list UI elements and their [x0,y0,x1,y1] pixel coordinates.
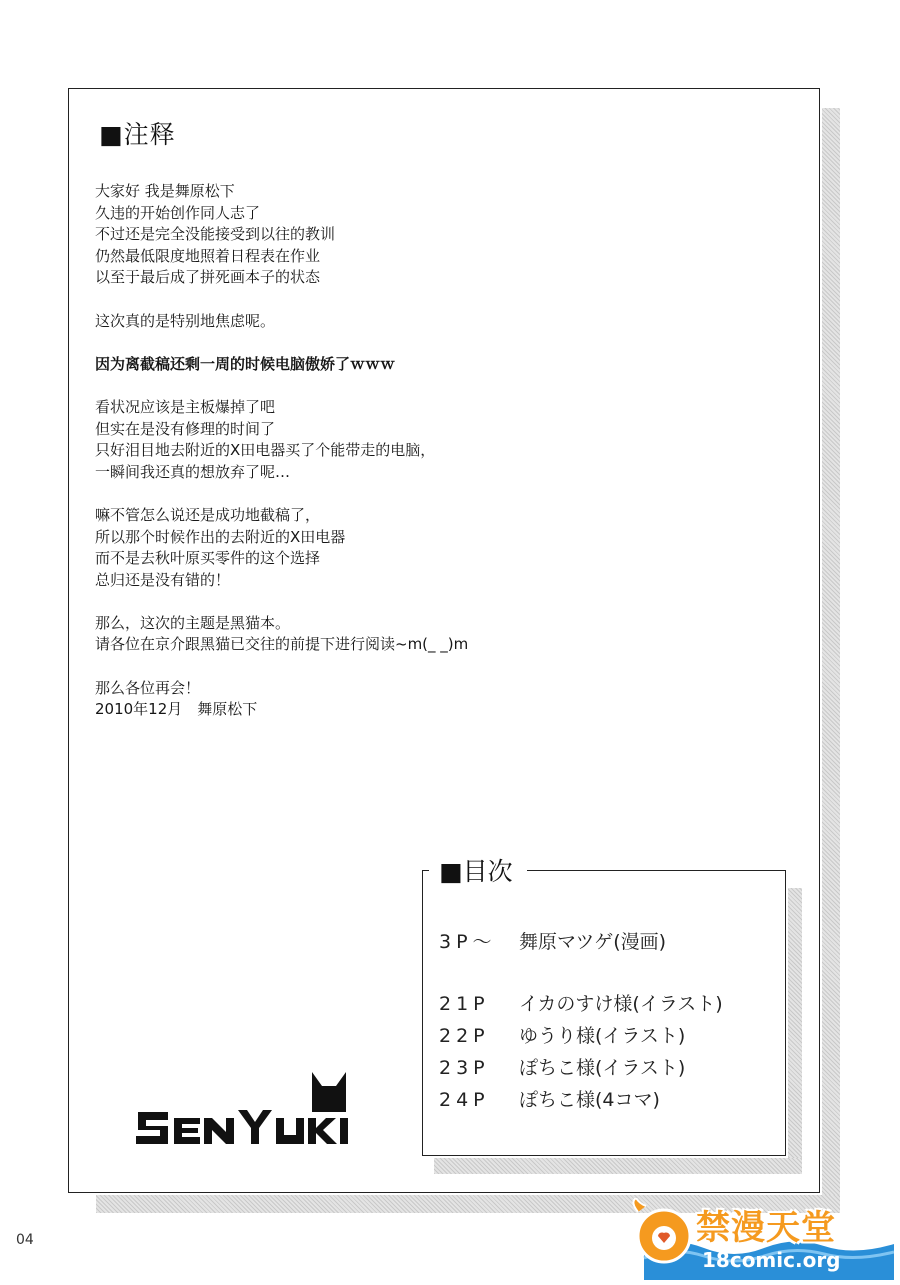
notes-line: 久违的开始创作同人志了 [95,203,261,222]
toc-heading: ■目次 [429,852,527,888]
notes-heading: ■注释 [99,120,176,149]
notes-paragraph [95,181,615,289]
notes-line: 一瞬间我还真的想放弃了呢… [95,462,291,481]
notes-paragraph [95,397,615,483]
notes-line: 而不是去秋叶原买零件的这个选择 [95,549,321,568]
watermark [604,1198,894,1280]
notes-line: 以至于最后成了拼死画本子的状态 [95,268,321,287]
notes-line: 那么各位再会！ [95,678,201,697]
notes-line: 不过还是完全没能接受到以往的教训 [95,225,336,244]
toc-frame-shadow [788,888,802,1174]
notes-line: 所以那个时候作出的去附近的X田电器 [95,527,346,546]
notes-paragraph [95,505,615,591]
notes-paragraph [95,354,615,376]
toc-entry-page: 23P [439,1057,490,1079]
toc-entry-page: 22P [439,1025,490,1047]
toc-frame [422,870,786,1156]
toc-entry [439,989,723,1016]
notes-line: 这次真的是特别地焦虑呢。 [95,311,276,330]
toc-entry-title: ぽちこ様(イラスト) [519,1057,686,1079]
notes-line: 总归还是没有错的！ [95,570,231,589]
notes-line: 嘛不管怎么说还是成功地截稿了， [95,505,321,524]
notes-line: 看状况应该是主板爆掉了吧 [95,397,276,416]
notes-line: 那么，这次的主题是黑猫本。 [95,613,291,632]
notes-line: 因为离截稿还剩一周的时候电脑傲娇了ｗｗｗ [95,354,396,373]
toc-entry-title: ゆうり様(イラスト) [519,1025,686,1047]
notes-paragraph [95,311,615,333]
notes-line: 仍然最低限度地照着日程表在作业 [95,246,321,265]
toc-entry-title: 舞原マツゲ(漫画) [519,931,667,953]
toc-entry [439,927,666,954]
toc-entry-title: ぽちこ様(4コマ) [519,1089,660,1111]
notes-line: 大家好 我是舞原松下 [95,182,235,200]
main-frame-shadow [822,108,840,1213]
notes-line: 请各位在京介跟黑猫已交往的前提下进行阅读~m(_ _)m [95,635,469,654]
toc-entry-page: 21P [439,993,490,1015]
notes-paragraph [95,678,615,721]
toc-frame-shadow-bottom [434,1158,802,1174]
toc-entry [439,1021,685,1048]
whale-mascot-icon [633,1198,690,1262]
toc-entry [439,1085,660,1112]
toc-entry-title: イカのすけ様(イラスト) [519,993,723,1015]
notes-line: 但实在是没有修理的时间了 [95,419,276,438]
toc-entry-page: 3P～ [439,931,497,953]
toc-entry-page: 24P [439,1089,490,1111]
notes-body [95,181,615,742]
cat-ears-icon [136,1072,358,1144]
notes-line: 只好泪目地去附近的X田电器买了个能带走的电脑， [95,441,436,460]
notes-line: 2010年12月 舞原松下 [95,700,258,719]
senyuki-logo [136,1072,358,1144]
notes-paragraph [95,613,615,656]
watermark-title: 禁漫天堂 [696,1208,836,1248]
watermark-url: 18comic.org [702,1248,841,1272]
page-number: 04 [16,1232,34,1248]
toc-entry [439,1053,685,1080]
